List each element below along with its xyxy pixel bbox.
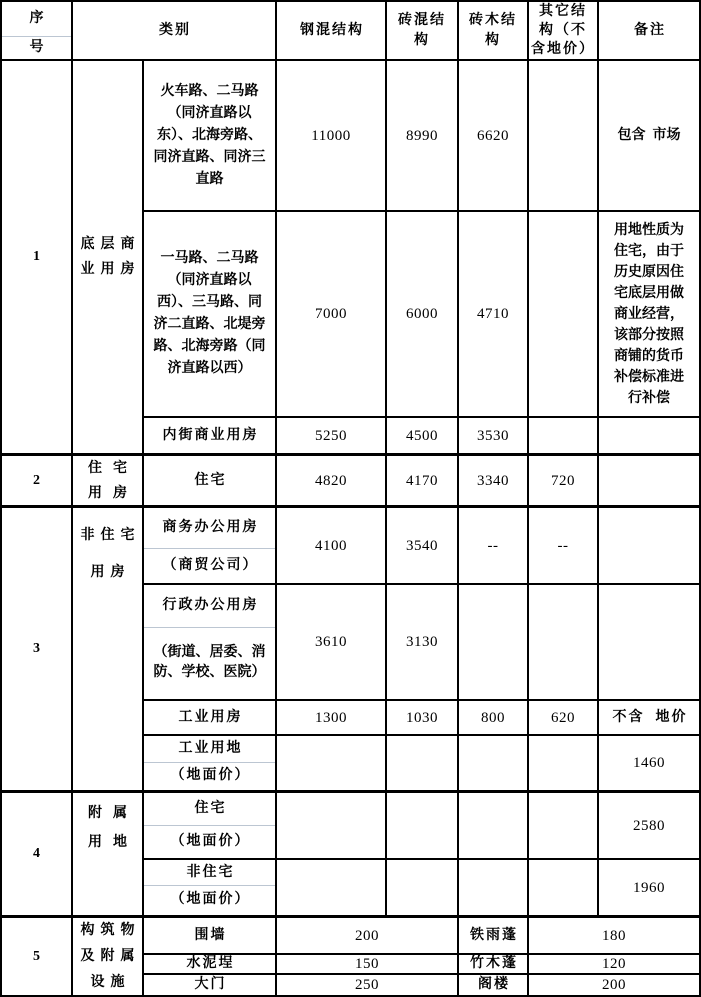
value-steel-empty bbox=[277, 736, 387, 793]
value-steel-empty bbox=[277, 860, 387, 918]
header-other-line3: 含地价） bbox=[531, 42, 595, 57]
structure-item: 围墙 bbox=[144, 918, 277, 955]
row-label bbox=[144, 793, 277, 860]
section3-category: 非住宅用房 bbox=[73, 508, 144, 793]
row-label-line1: 行政办公用房 bbox=[162, 598, 259, 613]
header-category: 类别 bbox=[73, 2, 277, 61]
structure-value: 250 bbox=[277, 975, 459, 995]
section5-category: 构筑物及附属设施 bbox=[73, 918, 144, 995]
value-brick-concrete: 8990 bbox=[387, 61, 459, 212]
value-other-empty bbox=[529, 860, 599, 918]
value-brick-concrete: 3130 bbox=[387, 585, 459, 701]
structure-item: 阁楼 bbox=[459, 975, 529, 995]
value-brick-concrete: 4170 bbox=[387, 456, 459, 508]
structure-item: 大门 bbox=[144, 975, 277, 995]
header-seq-no bbox=[2, 2, 73, 61]
row-label bbox=[144, 508, 277, 585]
merged-gridline bbox=[2, 36, 71, 37]
merged-gridline bbox=[144, 627, 275, 628]
structure-value: 200 bbox=[602, 977, 626, 993]
value-brick-wood-empty bbox=[459, 860, 529, 918]
remark-value: 2580 bbox=[599, 793, 699, 860]
value-steel: 4100 bbox=[277, 508, 387, 585]
structure-value: 150 bbox=[277, 955, 459, 975]
header-seq-top: 序 bbox=[29, 11, 44, 26]
value-brick-wood: 800 bbox=[459, 701, 529, 736]
section4-number: 4 bbox=[2, 793, 73, 918]
row-label bbox=[144, 860, 277, 918]
value-brick-wood: 3530 bbox=[459, 418, 529, 456]
remark-value: 1960 bbox=[599, 860, 699, 918]
row-label-line2: （街道、居委、消防、学校、医院） bbox=[153, 645, 266, 680]
value-other-empty bbox=[529, 61, 599, 212]
row-label: 住宅 bbox=[144, 456, 277, 508]
value-brick-wood-empty bbox=[459, 585, 529, 701]
remark-cell: 用地性质为住宅，由于历史原因住宅底层用做商业经营，该部分按照商铺的货币补偿标准进行补偿 bbox=[599, 212, 699, 418]
remark-cell: 包含 市场 bbox=[599, 61, 699, 212]
header-steel-concrete: 钢混结构 bbox=[277, 2, 387, 61]
value-other-empty bbox=[529, 793, 599, 860]
remark-cell: 不含 地价 bbox=[599, 701, 699, 736]
section1-number: 1 bbox=[2, 61, 73, 456]
row-label bbox=[144, 736, 277, 793]
value-steel: 7000 bbox=[277, 212, 387, 418]
remark-value: 1460 bbox=[599, 736, 699, 793]
value-brick-concrete: 6000 bbox=[387, 212, 459, 418]
road-group-name: 一马路、二马路（同济直路以西）、三马路、同济二直路、北堤旁路、北海旁路（同济直路以西） bbox=[144, 212, 277, 418]
header-other-line2: 构（不 bbox=[539, 23, 587, 38]
merged-gridline bbox=[144, 548, 275, 549]
row-label-line2: （地面价） bbox=[170, 833, 251, 849]
value-other: 620 bbox=[529, 701, 599, 736]
row-label-line2: （地面价） bbox=[170, 768, 251, 783]
remark-empty bbox=[599, 456, 699, 508]
row-label-line1: 非住宅 bbox=[186, 864, 235, 880]
section2-number: 2 bbox=[2, 456, 73, 508]
header-brick-concrete: 砖混结构 bbox=[387, 2, 459, 61]
merged-gridline bbox=[144, 885, 275, 886]
row-label bbox=[144, 585, 277, 701]
section2-category: 住宅用房 bbox=[73, 456, 144, 508]
row-label-line1: 住宅 bbox=[194, 801, 227, 816]
section5-number: 5 bbox=[2, 918, 73, 995]
row-label: 内街商业用房 bbox=[144, 418, 277, 456]
value-brick-concrete-empty bbox=[387, 793, 459, 860]
value-steel-empty bbox=[277, 793, 387, 860]
row-label-line1: 工业用地 bbox=[178, 741, 243, 756]
row-label-line2: （商贸公司） bbox=[162, 557, 259, 573]
value-brick-wood: 3340 bbox=[459, 456, 529, 508]
section3-number: 3 bbox=[2, 508, 73, 793]
merged-gridline bbox=[144, 825, 275, 826]
remark-empty bbox=[599, 508, 699, 585]
merged-gridline bbox=[144, 762, 275, 763]
value-other: -- bbox=[529, 508, 599, 585]
row-label: 工业用房 bbox=[144, 701, 277, 736]
value-steel: 1300 bbox=[277, 701, 387, 736]
header-brick-wood: 砖木结构 bbox=[459, 2, 529, 61]
row-label-line2: （地面价） bbox=[170, 892, 251, 907]
remark-empty bbox=[599, 418, 699, 456]
value-steel: 5250 bbox=[277, 418, 387, 456]
structure-value: 180 bbox=[529, 918, 699, 955]
structure-value: 200 bbox=[277, 918, 459, 955]
road-group-name: 火车路、二马路（同济直路以东）、北海旁路、同济直路、同济三直路 bbox=[144, 61, 277, 212]
header-other-structure bbox=[529, 2, 599, 61]
value-brick-wood: 6620 bbox=[459, 61, 529, 212]
remark-empty bbox=[599, 585, 699, 701]
value-brick-wood-empty bbox=[459, 736, 529, 793]
row-label-line1: 商务办公用房 bbox=[162, 520, 259, 535]
value-other-empty bbox=[529, 212, 599, 418]
structure-value: 120 bbox=[529, 955, 699, 975]
value-brick-wood-empty bbox=[459, 793, 529, 860]
value-other-empty bbox=[529, 736, 599, 793]
structure-item: 竹木蓬 bbox=[459, 955, 529, 975]
section1-category: 底层商业用房 bbox=[73, 61, 144, 456]
value-other-empty bbox=[529, 418, 599, 456]
value-brick-wood: -- bbox=[459, 508, 529, 585]
value-other-empty bbox=[529, 585, 599, 701]
section4-category: 附属用地 bbox=[73, 793, 144, 918]
value-brick-concrete-empty bbox=[387, 860, 459, 918]
value-other: 720 bbox=[529, 456, 599, 508]
value-steel: 4820 bbox=[277, 456, 387, 508]
value-brick-concrete: 1030 bbox=[387, 701, 459, 736]
value-brick-concrete: 3540 bbox=[387, 508, 459, 585]
structure-item: 铁雨蓬 bbox=[459, 918, 529, 955]
header-seq-bottom: 号 bbox=[29, 39, 44, 55]
header-other-line1: 其它结 bbox=[539, 4, 587, 19]
value-brick-wood: 4710 bbox=[459, 212, 529, 418]
value-brick-concrete: 4500 bbox=[387, 418, 459, 456]
structure-item: 水泥埕 bbox=[144, 955, 277, 975]
value-steel: 3610 bbox=[277, 585, 387, 701]
value-brick-concrete-empty bbox=[387, 736, 459, 793]
header-remark: 备注 bbox=[599, 2, 699, 61]
value-steel: 11000 bbox=[277, 61, 387, 212]
